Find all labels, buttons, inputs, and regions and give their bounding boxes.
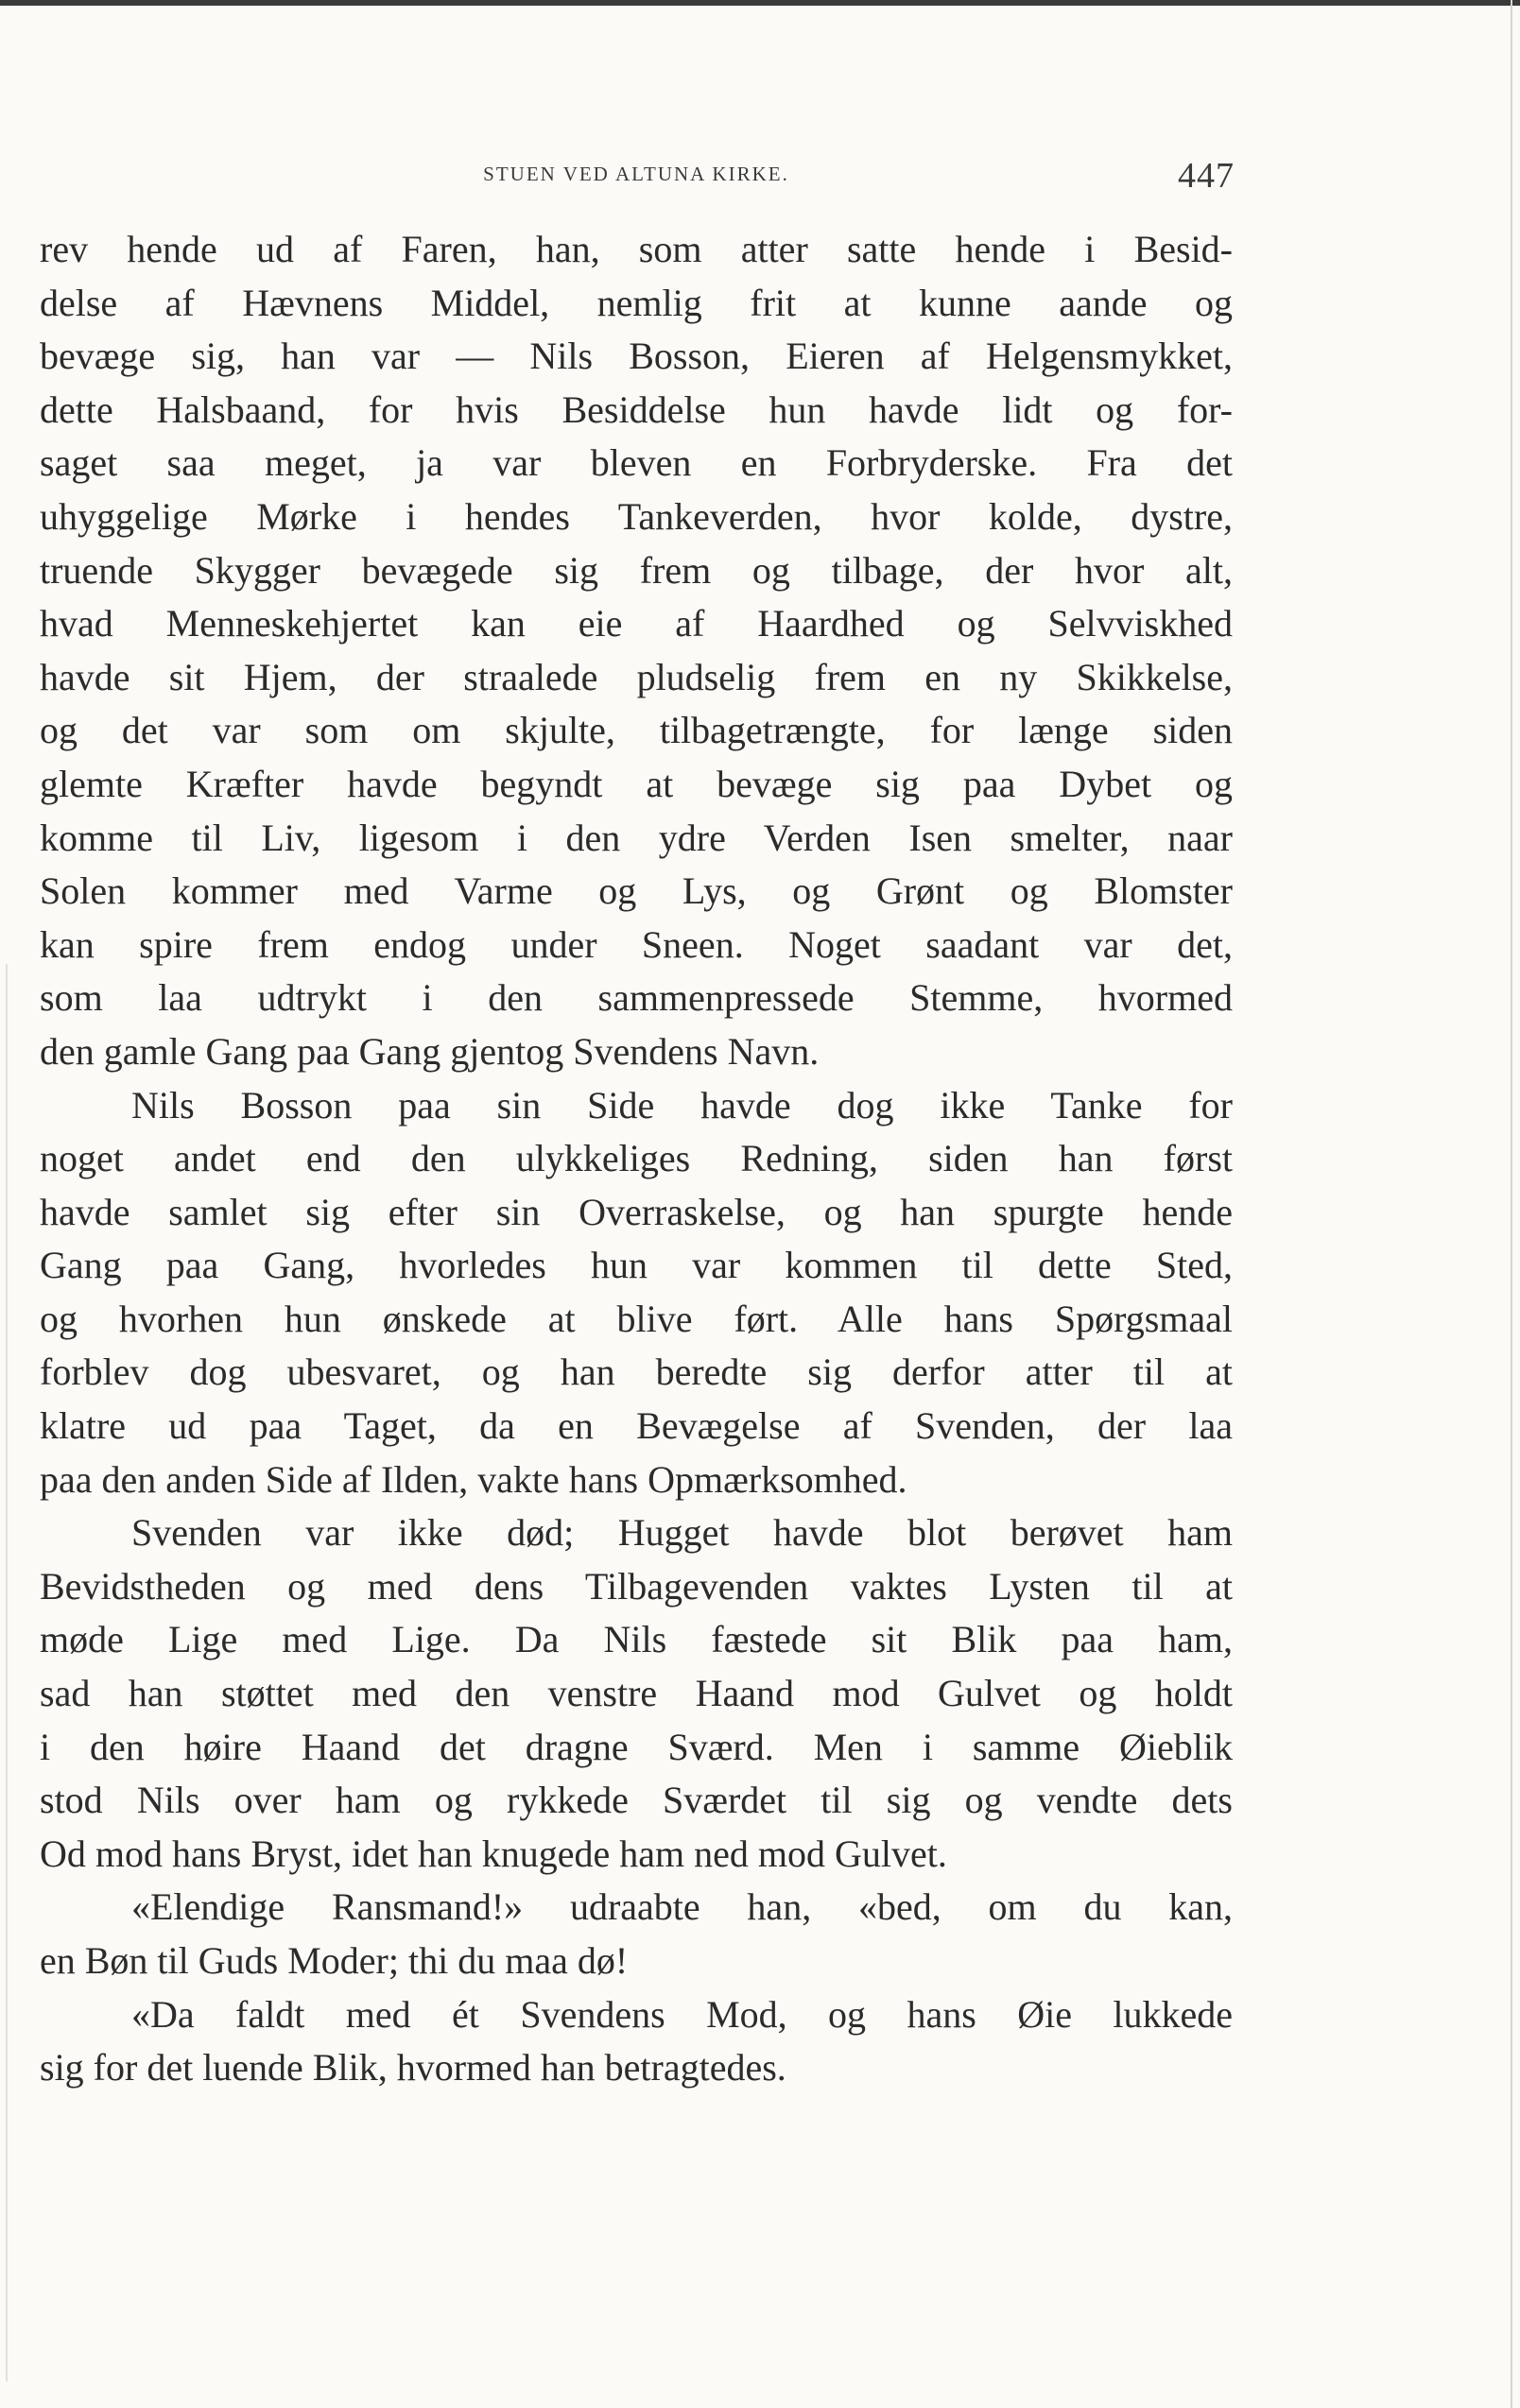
text-line: noget andet end den ulykkeliges Redning, siden han først	[40, 1137, 1233, 1180]
page-edge-right	[1511, 0, 1512, 2408]
paragraph	[40, 223, 1233, 1079]
text-line: komme til Liv, ligesom i den ydre Verden Isen smelter, naar	[40, 816, 1233, 859]
text-line: saget saa meget, ja var bleven en Forbryderske. Fra det	[40, 441, 1233, 485]
text-line: truende Skygger bevægede sig frem og tilbage, der hvor alt,	[40, 548, 1233, 592]
text-line: Gang paa Gang, hvorledes hun var kommen til dette Sted,	[40, 1244, 1233, 1287]
top-border-rule	[0, 0, 1520, 6]
text-line: havde sit Hjem, der straalede pludselig frem en ny Skikkelse,	[40, 655, 1233, 698]
text-line: stod Nils over ham og rykkede Sværdet til sig og vendte dets	[40, 1779, 1233, 1822]
text-line: sad han støttet med den venstre Haand mod Gulvet og holdt	[40, 1672, 1233, 1715]
text-line: paa den anden Side af Ilden, vakte hans Opmærksomhed.	[40, 1457, 907, 1501]
page-number: 447	[1178, 156, 1235, 196]
text-line: «Da faldt med ét Svendens Mod, og hans Øie lukkede	[131, 1992, 1233, 2036]
text-line: og hvorhen hun ønskede at blive ført. Alle hans Spørgsmaal	[40, 1297, 1233, 1340]
paragraph	[40, 1988, 1233, 2095]
text-line: Nils Bosson paa sin Side havde dog ikke Tanke for	[131, 1083, 1233, 1127]
paragraph	[40, 1881, 1233, 1987]
text-line: den gamle Gang paa Gang gjentog Svendens Navn.	[40, 1029, 820, 1073]
text-line: «Elendige Ransmand!» udraabte han, «bed, om du kan,	[131, 1885, 1233, 1929]
text-line: møde Lige med Lige. Da Nils fæstede sit Blik paa ham,	[40, 1618, 1233, 1661]
text-line: sig for det luende Blik, hvormed han betragtedes.	[40, 2046, 786, 2090]
page-edge-left	[6, 964, 8, 2382]
body-text	[40, 223, 1233, 2095]
paragraph	[40, 1079, 1233, 1507]
text-line: forblev dog ubesvaret, og han beredte sig derfor atter til at	[40, 1350, 1233, 1394]
paragraph	[40, 1506, 1233, 1881]
text-line: Svenden var ikke død; Hugget havde blot berøvet ham	[131, 1511, 1233, 1555]
text-line: en Bøn til Guds Moder; thi du maa dø!	[40, 1939, 629, 1982]
text-line: uhyggelige Mørke i hendes Tankeverden, hvor kolde, dystre,	[40, 494, 1233, 538]
text-line: klatre ud paa Taget, da en Bevægelse af Svenden, der laa	[40, 1404, 1233, 1448]
running-title: STUEN VED ALTUNA KIRKE.	[483, 163, 789, 185]
text-line: kan spire frem endog under Sneen. Noget saadant var det,	[40, 922, 1233, 966]
text-line: hvad Menneskehjertet kan eie af Haardhed og Selvviskhed	[40, 602, 1233, 645]
text-line: og det var som om skjulte, tilbagetrængte, for længe siden	[40, 709, 1233, 752]
text-line: dette Halsbaand, for hvis Besiddelse hun havde lidt og for-	[40, 387, 1233, 431]
text-line: som laa udtrykt i den sammenpressede Stemme, hvormed	[40, 976, 1233, 1020]
text-line: Solen kommer med Varme og Lys, og Grønt og Blomster	[40, 869, 1233, 913]
page-header	[40, 155, 1233, 202]
text-line: i den høire Haand det dragne Sværd. Men i samme Øieblik	[40, 1725, 1233, 1768]
text-line: Bevidstheden og med dens Tilbagevenden vaktes Lysten til at	[40, 1564, 1233, 1608]
text-line: glemte Kræfter havde begyndt at bevæge sig paa Dybet og	[40, 762, 1233, 805]
text-line: havde samlet sig efter sin Overraskelse, og han spurgte hende	[40, 1190, 1233, 1233]
text-line: rev hende ud af Faren, han, som atter satte hende i Besid-	[40, 228, 1233, 270]
text-line: Od mod hans Bryst, idet han knugede ham ned mod Gulvet.	[40, 1832, 947, 1875]
text-line: bevæge sig, han var — Nils Bosson, Eieren af Helgensmykket,	[40, 335, 1233, 378]
text-line: delse af Hævnens Middel, nemlig frit at kunne aande og	[40, 281, 1233, 324]
